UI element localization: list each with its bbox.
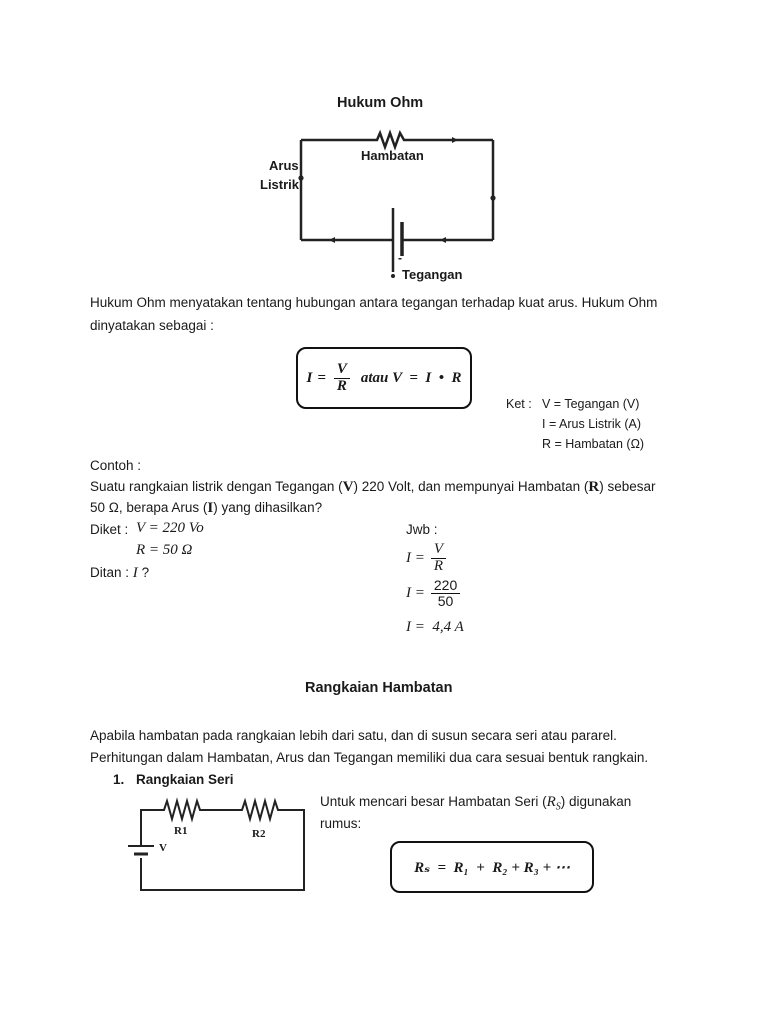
series-formula-box: Rₛ = R₁ + R₂ + R₃ + ⋯ — [390, 841, 594, 893]
section2-para-line1: Apabila hambatan pada rangkaian lebih dari satu, dan di susun secara seri atau pararel. — [90, 728, 617, 743]
resistor-label: Hambatan — [361, 148, 424, 163]
example-heading: Contoh : — [90, 458, 142, 473]
example-symbol-i: I — [207, 500, 214, 516]
series-text-line2: rumus: — [320, 816, 362, 831]
ditan-symbol: I — [132, 565, 138, 581]
intro-line2: dinyatakan sebagai : — [90, 318, 214, 333]
example-line2-text-a: 50 Ω, berapa Arus ( — [90, 500, 208, 515]
section-title-hukum-ohm: Hukum Ohm — [337, 95, 424, 111]
battery-minus-sign: - — [398, 251, 402, 265]
step1-numerator: V — [431, 542, 446, 559]
example-line1-text-c: ) sebesar — [599, 479, 656, 494]
ket-line1: V = Tegangan (V) — [542, 397, 640, 411]
ket-line2: I = Arus Listrik (A) — [542, 417, 641, 431]
diket-label: Diket : — [90, 522, 129, 537]
example-symbol-r: R — [588, 479, 600, 495]
example-symbol-v: V — [342, 479, 354, 495]
ket-line3: R = Hambatan (Ω) — [542, 437, 645, 451]
diket-resistance: R = 50 Ω — [136, 542, 193, 558]
series-r1-label: R1 — [174, 825, 188, 837]
series-text-line1 — [320, 794, 631, 813]
step2-denominator: 50 — [437, 592, 454, 609]
jwb-label: Jwb : — [406, 522, 438, 537]
step1-lhs: I = — [406, 549, 425, 566]
list-item-label: Rangkaian Seri — [136, 772, 234, 787]
ditan-question: ? — [141, 565, 150, 580]
intro-line1: Hukum Ohm menyatakan tentang hubungan antara tegangan terhadap kuat arus. Hukum Ohm — [90, 295, 658, 310]
example-line1-text-a: Suatu rangkaian listrik dengan Tegangan ( — [90, 479, 343, 494]
voltage-label: Tegangan — [402, 267, 463, 282]
step2-numerator: 220 — [431, 578, 460, 594]
formula-rest: atau V = I • R — [360, 369, 462, 386]
formula-equals: = — [317, 369, 326, 386]
current-label-line2: Listrik — [260, 177, 300, 192]
section-title-rangkaian-hambatan: Rangkaian Hambatan — [305, 680, 453, 696]
series-v-label: V — [159, 842, 167, 854]
current-label-line1: Arus — [269, 158, 299, 173]
series-r2-label: R2 — [252, 828, 266, 840]
formula-numerator: V — [334, 362, 350, 379]
jwb-step3: I = 4,4 A — [406, 619, 464, 635]
diket-voltage: V = 220 Vo — [136, 520, 204, 536]
series-text-subscript: S — [555, 801, 561, 813]
step1-denominator: R — [433, 557, 444, 574]
ditan-label: Ditan : — [90, 565, 130, 580]
step2-lhs: I = — [406, 584, 425, 601]
example-line1-text-b: ) 220 Volt, dan mempunyai Hambatan ( — [353, 479, 589, 494]
ket-label: Ket : — [506, 397, 532, 411]
example-line2-text-b: ) yang dihasilkan? — [213, 500, 323, 515]
series-text-b: ) digunakan — [560, 794, 632, 809]
formula-denominator: R — [336, 377, 347, 394]
formula-lhs: I — [306, 369, 313, 386]
list-item-number: 1. — [113, 772, 125, 787]
section2-para-line2: Perhitungan dalam Hambatan, Arus dan Tegangan memiliki dua cara sesuai bentuk rangkain. — [90, 750, 649, 765]
series-text-a: Untuk mencari besar Hambatan Seri ( — [320, 794, 547, 809]
series-text-symbol-r: R — [546, 794, 556, 810]
